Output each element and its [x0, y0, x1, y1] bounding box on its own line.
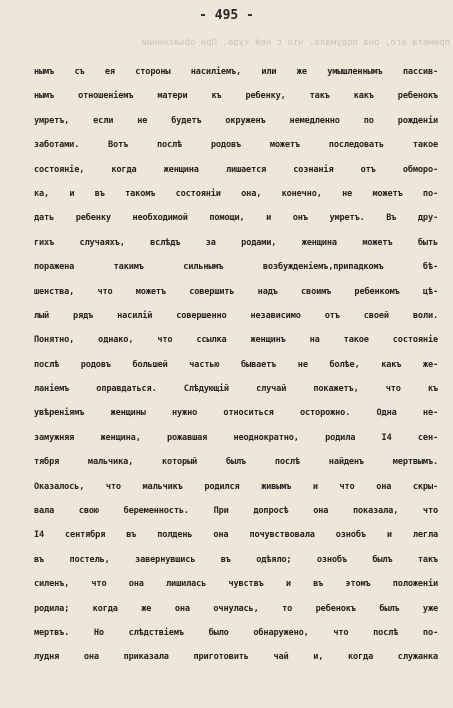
text-line: въ постель, завернувшись въ одѣяло; ознобъ былъ такъ [34, 554, 438, 565]
text-line: родила; когда же она очнулась, то ребенокъ былъ уже [34, 603, 438, 614]
bleed-through-text: примета его, она подумала, что с ней худо. При объяснении [141, 38, 450, 48]
text-line: состояніе, когда женщина лишается сознанія отъ обморо- [34, 164, 438, 175]
text-line: умретъ, если не будетъ окруженъ немедленно по рожденіи [34, 115, 438, 126]
text-line: Оказалось, что мальчикъ родился живымъ и что она скры- [34, 481, 438, 492]
text-line: мертвъ. Но слѣдствіемъ было обнаружено, что послѣ по- [34, 627, 438, 638]
text-line: нымъ съ ея стороны насиліемъ, или же умышленнымъ пассив- [34, 67, 438, 77]
text-line: ка, и въ такомъ состояніи она, конечно, не можетъ по- [34, 188, 438, 199]
text-line: нымъ отношеніемъ матери къ ребенку, такъ какъ ребенокъ [34, 91, 438, 102]
text-line: поражена такимъ сильнымъ возбужденіемъ,припадкомъ бѣ- [34, 262, 438, 273]
body-text [34, 60, 438, 670]
text-line: I4 сентября въ полдень она почувствовала ознобъ и легла [34, 530, 438, 541]
text-line: шенства, что можетъ совершить надъ своимъ ребенкомъ цѣ- [34, 286, 438, 297]
text-line: тября мальчика, который былъ послѣ найденъ мертвымъ. [34, 457, 438, 468]
text-line: послѣ родовъ большей частью бываетъ не болѣе, какъ же- [34, 359, 438, 370]
page-number: - 495 - [199, 8, 254, 23]
text-line: ланіемъ оправдаться. Слѣдующій случай покажетъ, что къ [34, 384, 438, 395]
text-line: Понятно, однако, что ссылка женщинъ на такое состояніе [34, 335, 438, 346]
text-line: вала свою беременность. При допросѣ она показала, что [34, 506, 438, 517]
text-line: лый рядъ насилій совершенно независимо отъ своей воли. [34, 310, 438, 321]
text-line: гихъ случаяхъ, вслѣдъ за родами, женщина можетъ быть [34, 237, 438, 248]
text-line: дать ребенку необходимой помощи, и онъ умретъ. Въ дру- [34, 213, 438, 224]
text-line: увѣреніямъ женщины нужно относиться осторожно. Одна не- [34, 408, 438, 419]
text-line: замужняя женщина, рожавшая неоднократно, родила I4 сен- [34, 432, 438, 443]
text-line: заботами. Вотъ послѣ родовъ можетъ последовать такое [34, 140, 438, 151]
text-line: силенъ, что она лишилась чувствъ и въ этомъ положеніи [34, 579, 438, 590]
text-line: лудня она приказала приготовить чай и, когда служанка [34, 652, 438, 663]
